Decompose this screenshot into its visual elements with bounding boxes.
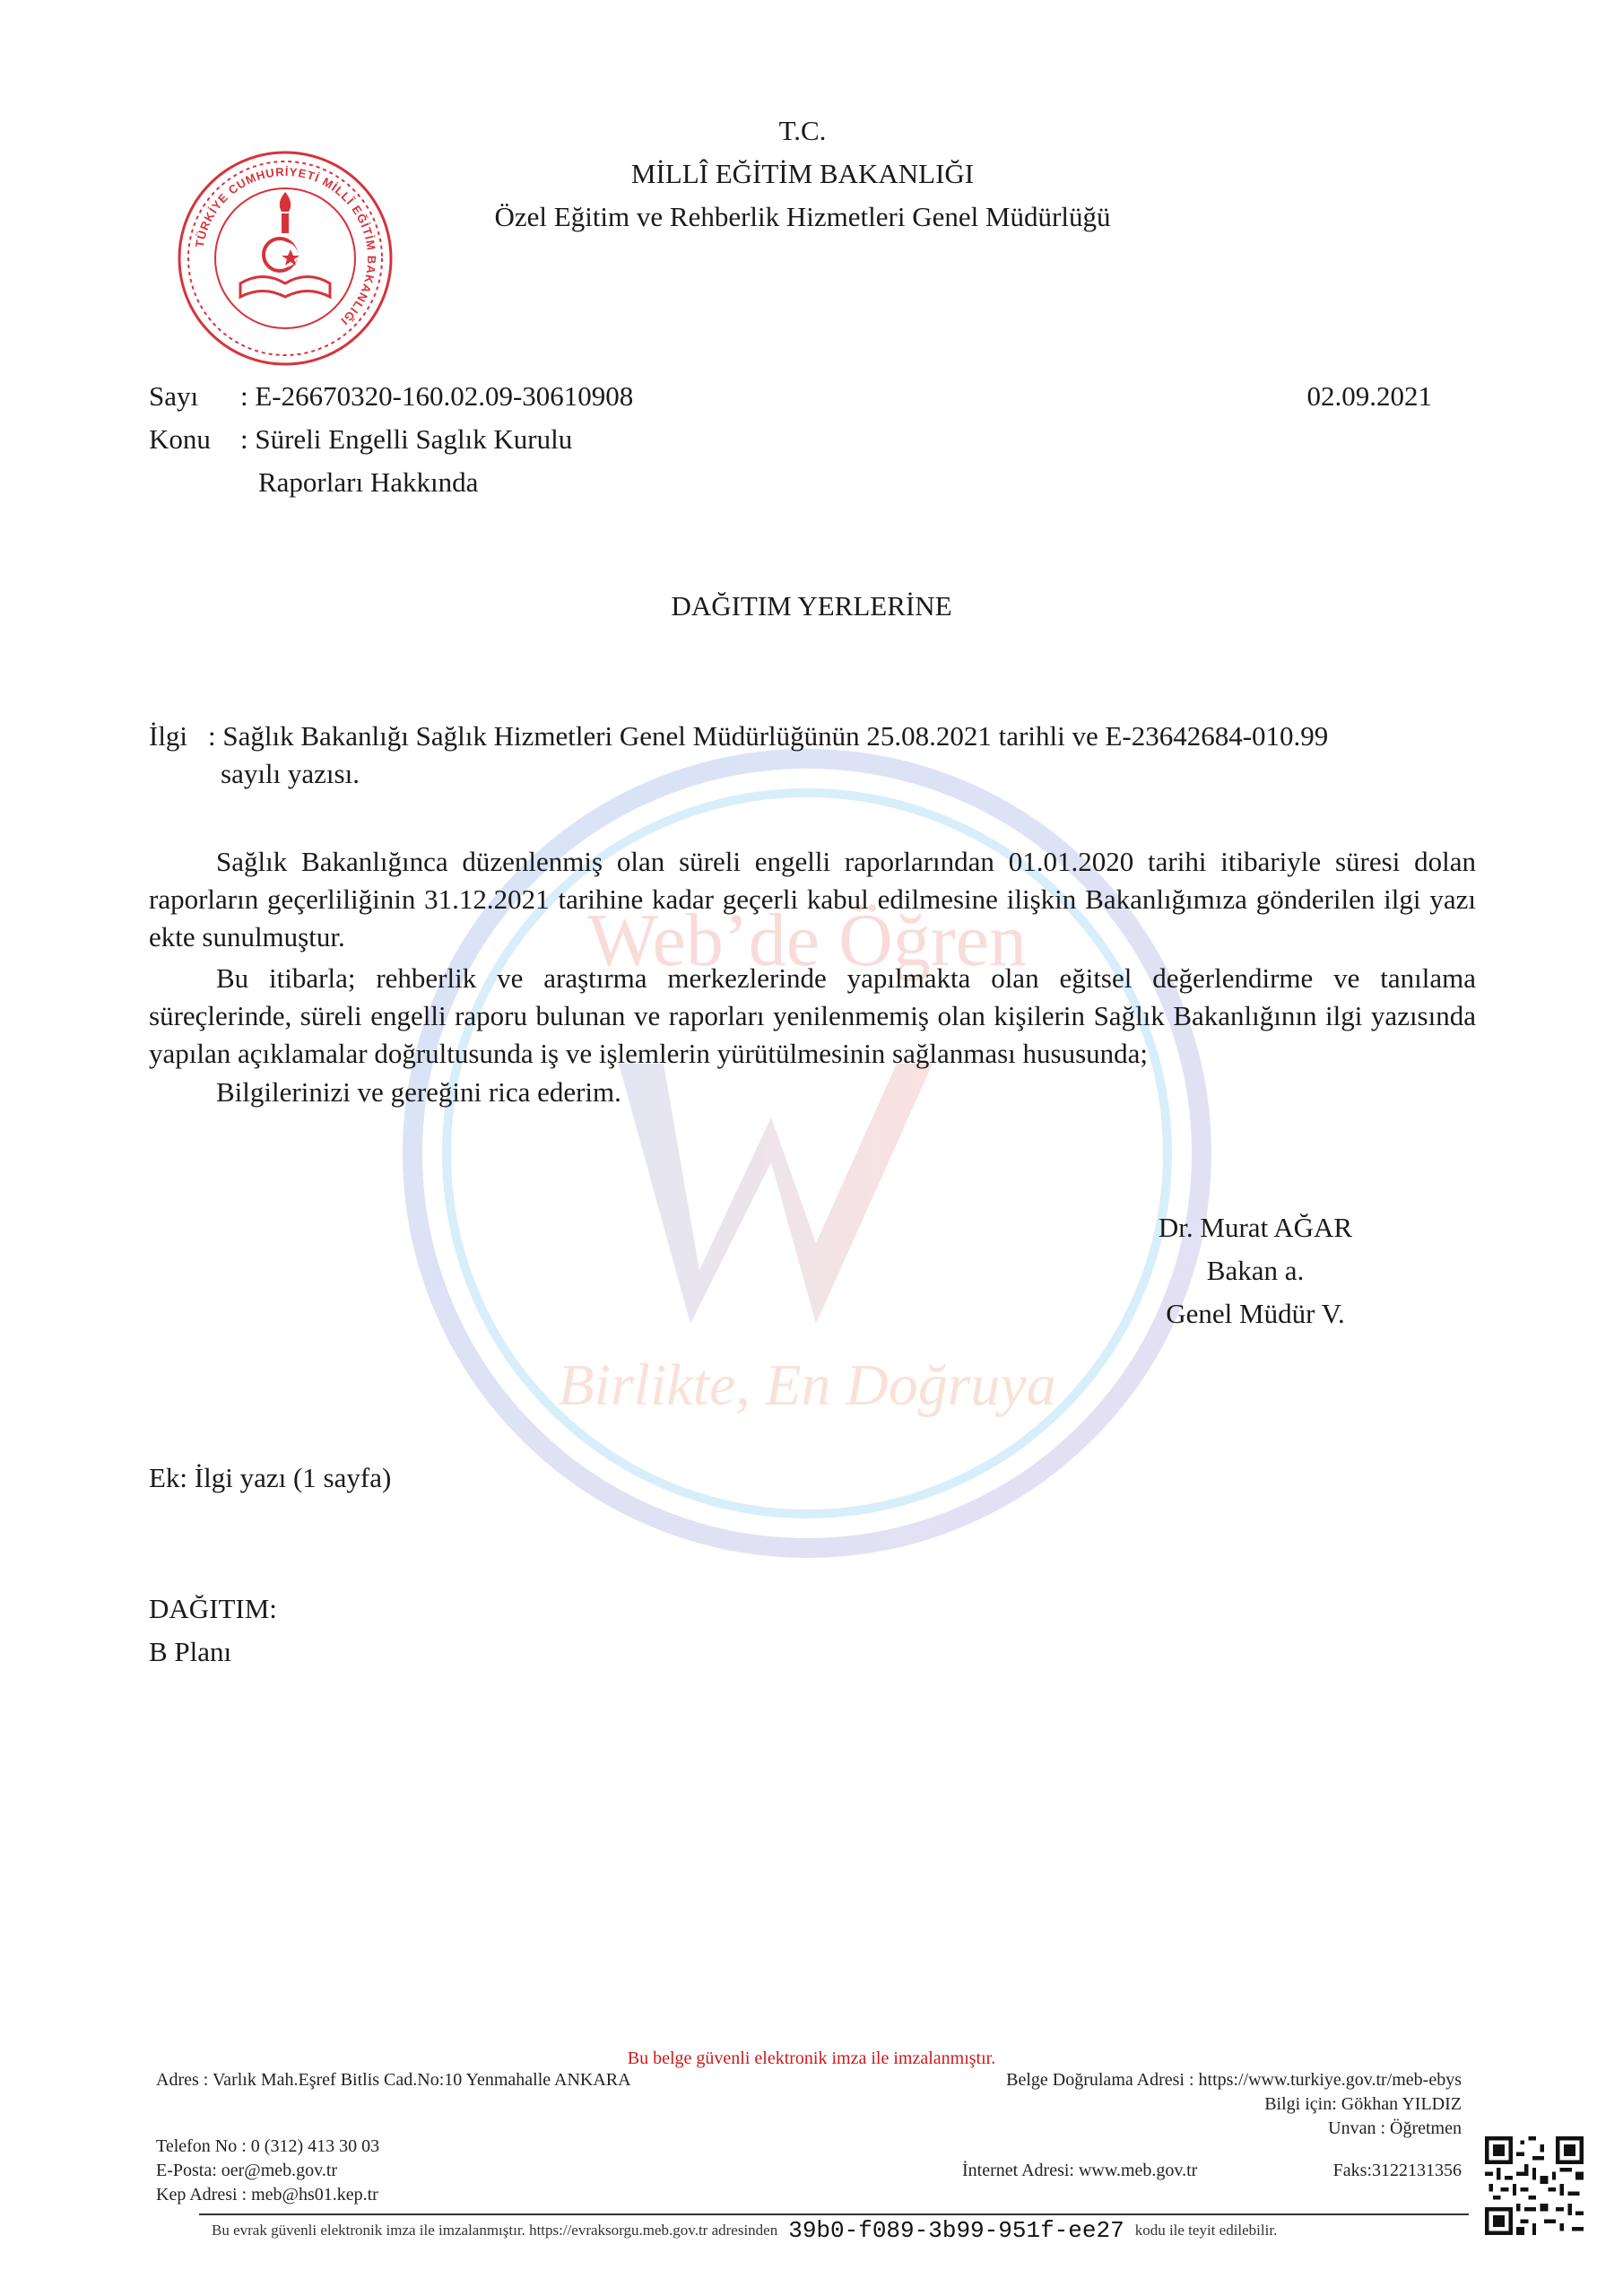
footer-web[interactable]: İnternet Adresi: www.meb.gov.tr [962, 2161, 1198, 2180]
footer-verify-link[interactable]: Belge Doğrulama Adresi : https://www.turkiye.gov.tr/meb-ebys [1006, 2070, 1462, 2090]
svg-text:TÜRKİYE CUMHURİYETİ MİLLÎ EĞİT: TÜRKİYE CUMHURİYETİ MİLLÎ EĞİTİM BAKANLIĞI [192, 164, 379, 328]
footer-bottom-pre: Bu evrak güvenli elektronik imza ile imzalanmıştır. https://evraksorgu.meb.gov.tr adresinden [212, 2222, 778, 2239]
header-directorate: Özel Eğitim ve Rehberlik Hizmetleri Genel Müdürlüğü [494, 201, 1111, 232]
footer-title: Unvan : Öğretmen [1328, 2118, 1462, 2138]
footer-right-top [1006, 2068, 1462, 2141]
konu-value-2: Raporları Hakkında [258, 466, 479, 498]
addressee: DAĞITIM YERLERİNE [671, 590, 952, 622]
konu-value-1: : Süreli Engelli Saglık Kurulu [240, 423, 573, 455]
sayi-value: : E-26670320-160.02.09-30610908 [240, 380, 634, 412]
paragraph-2: Bu itibarla; rehberlik ve araştırma merkezlerinde yapılmakta olan eğitsel değerlendirme ve tanılama süreçlerinde, süreli engelli raporu bulunan ve raporları yenilenmemiş olan kişilerin Sağlık Bakanlığının ilgi yazısında yapılan açıklamalar doğrultusunda iş ve işlemlerin yürütülmesinin sağlanması hususunda; [149, 962, 1476, 1069]
ilgi-line1: : Sağlık Bakanlığı Sağlık Hizmetleri Genel Müdürlüğünün 25.08.2021 tarihli ve E-23642684-010.99 [208, 720, 1329, 752]
distribution-label: DAĞITIM: [149, 1593, 277, 1624]
document-meta [149, 375, 633, 504]
signature-block [1076, 1206, 1435, 1335]
footer-bottom-post: kodu ile teyit edilebilir. [1134, 2222, 1278, 2239]
footer-kep[interactable]: Kep Adresi : meb@hs01.kep.tr [156, 2185, 378, 2205]
footer-verification-line [212, 2217, 1467, 2244]
konu-label: Konu [149, 423, 211, 455]
watermark-slogan: Birlikte, En Doğruya [558, 1352, 1056, 1418]
ilgi-line2: sayılı yazısı. [221, 758, 360, 789]
footer-contacts [156, 2135, 379, 2207]
attachment-note: Ek: İlgi yazı (1 sayfa) [149, 1462, 392, 1493]
svg-text:Web’de Öğren: Web’de Öğren [586, 899, 1028, 982]
signer-title-2: Genel Müdür V. [1166, 1298, 1345, 1329]
paragraph-3: Bilgilerinizi ve gereğini rica ederim. [216, 1076, 621, 1108]
signer-title-1: Bakan a. [1206, 1255, 1305, 1286]
ilgi-label: İlgi [149, 720, 188, 752]
signer-name: Dr. Murat AĞAR [1158, 1212, 1353, 1243]
footer-phone: Telefon No : 0 (312) 413 30 03 [156, 2136, 380, 2156]
footer-email[interactable]: E-Posta: oer@meb.gov.tr [156, 2161, 338, 2180]
verification-code: 39b0-f089-3b99-951f-ee27 [788, 2217, 1124, 2244]
document-date: 02.09.2021 [1306, 380, 1432, 412]
ilgi-block [149, 718, 1476, 793]
distribution-value: B Planı [149, 1636, 232, 1667]
footer-fax: Faks:3122131356 [1332, 2161, 1462, 2180]
header-ministry: MİLLÎ EĞİTİM BAKANLIĞI [630, 158, 975, 189]
distribution-block [149, 1587, 277, 1674]
footer-address: Adres : Varlık Mah.Eşref Bitlis Cad.No:10 Yenmahalle ANKARA [156, 2070, 631, 2090]
esign-notice: Bu belge güvenli elektronik imza ile imzalanmıştır. [627, 2048, 996, 2068]
paragraph-1: Sağlık Bakanlığınca düzenlenmiş olan süreli engelli raporlarından 01.01.2020 tarihi itibariyle süresi dolan raporların geçerliliğinin 31.12.2021 tarihine kadar geçerli kabul edilmesine ilişkin Bakanlığımıza gönderilen ilgi yazı ekte sunulmuştur. [149, 846, 1476, 952]
footer-info: Bilgi için: Gökhan YILDIZ [1264, 2094, 1462, 2114]
qr-code-icon[interactable] [1485, 2136, 1584, 2235]
sayi-label: Sayı [149, 380, 199, 412]
footer-divider [199, 2213, 1469, 2215]
header-tc: T.C. [778, 115, 827, 146]
